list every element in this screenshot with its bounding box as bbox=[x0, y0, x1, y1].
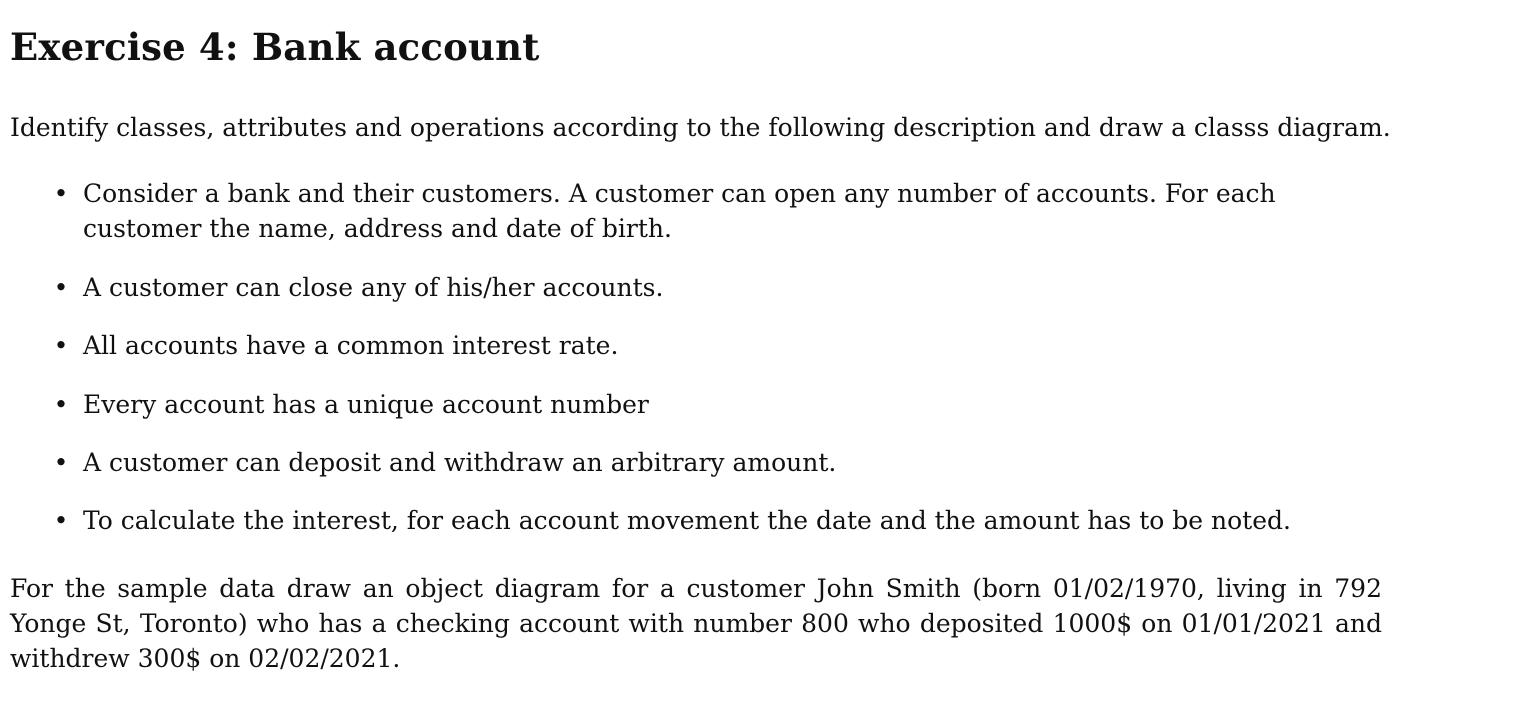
list-item bbox=[53, 503, 1383, 538]
list-item-text: Consider a bank and their customers. A customer can open any number of accounts. For each customer the name, address and date of birth. bbox=[83, 179, 1276, 243]
list-item-text: A customer can close any of his/her accounts. bbox=[83, 273, 664, 302]
bullet-icon: • bbox=[53, 179, 69, 208]
list-item bbox=[53, 445, 1383, 480]
list-item-text: All accounts have a common interest rate. bbox=[83, 331, 619, 360]
list-item bbox=[53, 328, 1383, 363]
bullet-icon: • bbox=[53, 390, 69, 419]
list-item bbox=[53, 270, 1383, 305]
bullet-icon: • bbox=[53, 506, 69, 535]
exercise-title: Exercise 4: Bank account bbox=[10, 25, 540, 69]
bullet-icon: • bbox=[53, 331, 69, 360]
list-item bbox=[53, 387, 1383, 422]
bullet-icon: • bbox=[53, 448, 69, 477]
list-item-text: To calculate the interest, for each account movement the date and the amount has to be noted. bbox=[83, 506, 1291, 535]
sample-data-paragraph: For the sample data draw an object diagram for a customer John Smith (born 01/02/1970, living in 792 Yonge St, Toronto) who has a checking account with number 800 who deposited 1000$ on 01/01/2021 and withdrew 300$ on 02/02/2021. bbox=[10, 574, 1382, 673]
list-item-text: A customer can deposit and withdraw an arbitrary amount. bbox=[83, 448, 837, 477]
list-item-text: Every account has a unique account number bbox=[83, 390, 649, 419]
list-item bbox=[53, 176, 1383, 246]
intro-paragraph: Identify classes, attributes and operations according to the following description and draw a classs diagram. bbox=[10, 113, 1391, 142]
bullet-icon: • bbox=[53, 273, 69, 302]
